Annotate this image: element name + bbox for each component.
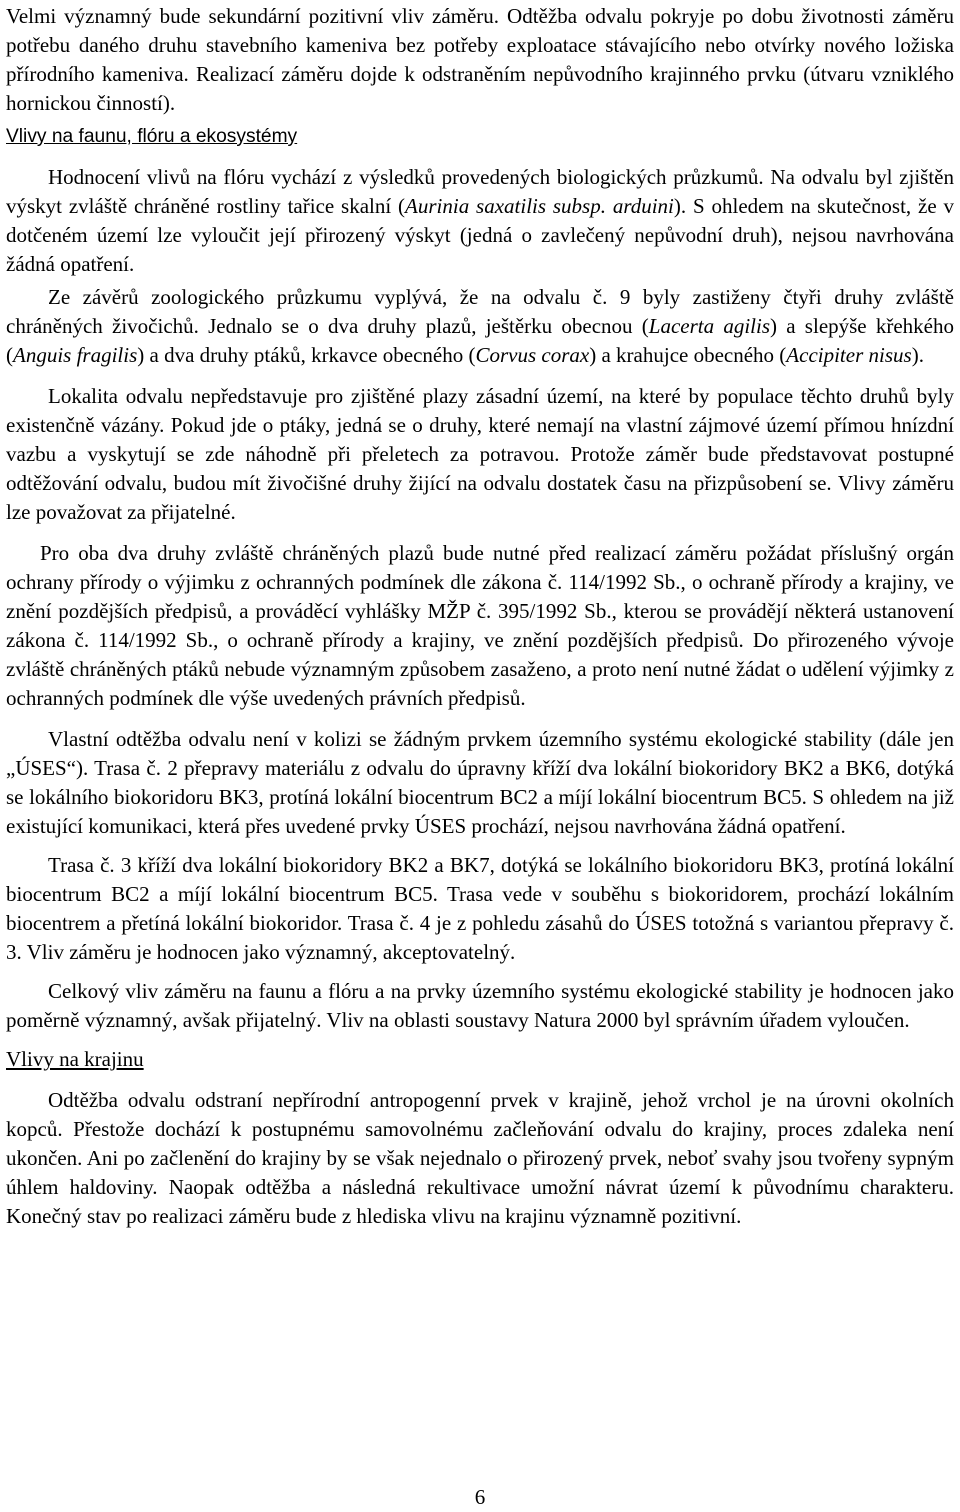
latin-species-name: Lacerta agilis bbox=[648, 314, 771, 338]
paragraph-overall: Celkový vliv záměru na faunu a flóru a na prvky územního systému ekologické stability je hodnocen jako poměrně významný, avšak přijatelný. Vliv na oblasti soustavy Natura 2000 byl správním úřadem vyloučen. bbox=[6, 979, 954, 1032]
latin-species-name: Anguis fragilis bbox=[13, 343, 138, 367]
latin-species-name: Aurinia saxatilis subsp. arduini bbox=[405, 194, 674, 218]
paragraph-text: ) a slepýše křehkého ( bbox=[6, 314, 954, 367]
document-page bbox=[6, 0, 954, 1231]
paragraph-text: Velmi významný bude sekundární pozitivní vliv záměru. bbox=[6, 4, 508, 28]
section-heading-landscape: Vlivy na krajinu bbox=[6, 1047, 144, 1071]
paragraph-flora bbox=[6, 163, 954, 279]
paragraph-landscape: Odtěžba odvalu odstraní nepřírodní antropogenní prvek v krajině, jehož vrchol je na úrovni okolních kopců. Přestože dochází k postupnému samovolnému začleňování odvalu do krajiny, proces zdaleka není ukončen. Ani po začlenění do krajiny by se však nejednalo o přirozený prvek, neboť svahy jsou tvořeny sypným úhlem haldoviny. Naopak odtěžba a následná rekultivace umožní návrat území k původnímu charakteru. Konečný stav po realizaci záměru bude z hlediska vlivu na krajinu významně pozitivní. bbox=[6, 1088, 954, 1228]
paragraph-text: ) a dva druhy ptáků, krkavce obecného ( bbox=[137, 343, 476, 367]
paragraph-uses: Vlastní odtěžba odvalu není v kolizi se žádným prvkem územního systému ekologické stability (dále jen „ÚSES“). Trasa č. 2 přepravy materiálu z odvalu do úpravny kříží dva lokální biokoridory BK2 a BK6, dotýká se lokálního biokoridoru BK3, protíná lokální biocentrum BC2 a míjí lokální biocentrum BC5. S ohledem na již existující komunikaci, která přes uvedené prvky ÚSES prochází, nejsou navrhována žádná opatření. bbox=[6, 727, 954, 838]
paragraph-route: Trasa č. 3 kříží dva lokální biokoridory BK2 a BK7, dotýká se lokálního biokoridoru BK3, protíná lokální biocentrum BC2 a míjí lokální biocentrum BC5. Trasa vede v souběhu s biokoridorem, prochází lokálním biocentrem a přetíná lokální biokoridor. Trasa č. 4 je z pohledu zásahů do ÚSES totožná s variantou přepravy č. 3. Vliv záměru je hodnocen jako významný, akceptovatelný. bbox=[6, 853, 954, 964]
paragraph-text: ). S ohledem na skutečnost, že v dotčeném území lze vyloučit její přirozený výskyt (jedná o zavlečený nepůvodní druh), nejsou navrhována žádná opatření. bbox=[6, 194, 954, 276]
latin-species-name: Corvus corax bbox=[475, 343, 590, 367]
paragraph-text: Odtěžba odvalu pokryje po dobu životnosti záměru potřebu daného druhu stavebního kameniva bez potřeby exploatace stávajícího nebo otvírky nového ložiska přírodního kameniva. Realizací záměru dojde k odstraněním nepůvodního krajinného prvku (útvaru vzniklého hornickou činností). bbox=[6, 4, 954, 115]
section-heading-fauna-flora: Vlivy na faunu, flóru a ekosystémy bbox=[6, 126, 298, 147]
paragraph-text: ) a krahujce obecného ( bbox=[589, 343, 787, 367]
paragraph-secondary-impact bbox=[6, 2, 954, 118]
paragraph-text: ). bbox=[911, 343, 924, 367]
latin-species-name: Accipiter nisus bbox=[786, 343, 912, 367]
paragraph-text: Ze závěrů zoologického průzkumu vyplývá, že na odvalu č. 9 byly zastiženy čtyři druhy zvláště chráněných živočichů. Jednalo se o dva druhy plazů, ještěrku obecnou ( bbox=[6, 285, 954, 338]
paragraph-text: Hodnocení vlivů na flóru vychází z výsledků provedených biologických průzkumů. Na odvalu byl zjištěn výskyt zvláště chráněné rostliny tařice skalní ( bbox=[6, 165, 954, 218]
paragraph-locality: Lokalita odvalu nepředstavuje pro zjištěné plazy zásadní území, na které by populace těchto druhů byly existenčně vázány. Pokud jde o ptáky, jedná se o druhy, které nemají na vlastní zájmové území přímou hnízdní vazbu a vyskytují se zde náhodně při přeletech za potravou. Protože záměr bude představovat postupné odtěžování odvalu, budou mít živočišné druhy žijící na odvalu dostatek času na přizpůsobení se. Vlivy záměru lze považovat za přijatelné. bbox=[6, 384, 954, 524]
paragraph-zoology bbox=[6, 283, 954, 370]
paragraph-exemption: Pro oba dva druhy zvláště chráněných plazů bude nutné před realizací záměru požádat příslušný orgán ochrany přírody o výjimku z ochranných podmínek dle zákona č. 114/1992 Sb., o ochraně přírody a krajiny, ve znění pozdějších předpisů, a prováděcí vyhlášky MŽP č. 395/1992 Sb., kterou se provádějí některá ustanovení zákona č. 114/1992 Sb., o ochraně přírody a krajiny, ve znění pozdějších předpisů. Do přirozeného vývoje zvláště chráněných ptáků nebude významným způsobem zasaženo, a proto není nutné žádat o udělení výjimky z ochranných podmínek dle výše uvedených právních předpisů. bbox=[6, 541, 954, 710]
page-number: 6 bbox=[474, 1485, 486, 1509]
